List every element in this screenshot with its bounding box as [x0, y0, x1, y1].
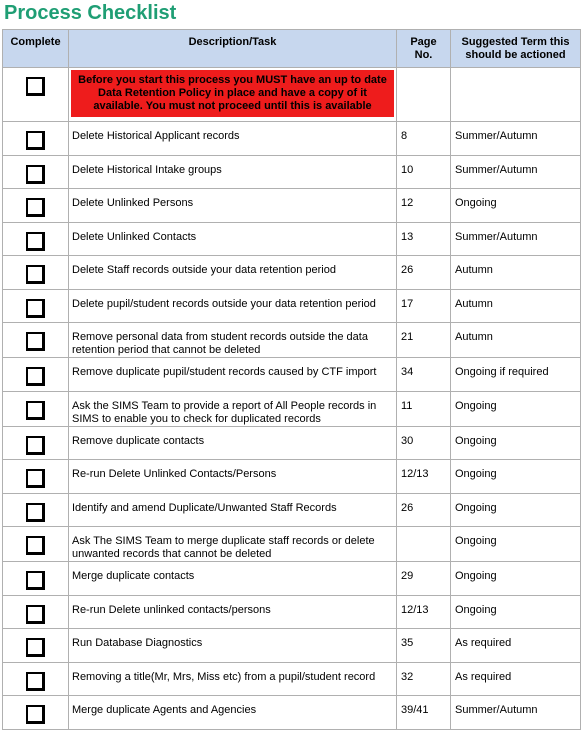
checkbox[interactable] — [26, 232, 45, 251]
table-row — [3, 426, 581, 460]
checkbox[interactable] — [26, 131, 45, 150]
task-description: Delete Unlinked Persons — [69, 189, 397, 223]
complete-cell — [3, 562, 69, 596]
complete-cell — [3, 68, 69, 122]
page-number: 8 — [397, 122, 451, 156]
task-description: Merge duplicate contacts — [69, 562, 397, 596]
task-description: Re-run Delete unlinked contacts/persons — [69, 595, 397, 629]
table-row — [3, 256, 581, 290]
task-description: Ask The SIMS Team to merge duplicate staff records or delete unwanted records that cannot be deleted — [69, 527, 397, 562]
suggested-term: Summer/Autumn — [451, 155, 581, 189]
checkbox[interactable] — [26, 536, 45, 555]
complete-cell — [3, 289, 69, 323]
suggested-term: Ongoing — [451, 189, 581, 223]
table-row — [3, 391, 581, 426]
checkbox[interactable] — [26, 638, 45, 657]
checkbox[interactable] — [26, 332, 45, 351]
checkbox[interactable] — [26, 198, 45, 217]
page-number: 12/13 — [397, 460, 451, 494]
complete-cell — [3, 155, 69, 189]
header-complete: Complete — [3, 30, 69, 68]
suggested-term: As required — [451, 662, 581, 696]
task-description: Merge duplicate Agents and Agencies — [69, 696, 397, 730]
page-number: 29 — [397, 562, 451, 596]
checkbox[interactable] — [26, 165, 45, 184]
table-row — [3, 493, 581, 527]
checkbox[interactable] — [26, 503, 45, 522]
page-cell — [397, 68, 451, 122]
header-description: Description/Task — [69, 30, 397, 68]
table-row — [3, 562, 581, 596]
header-page-no: Page No. — [397, 30, 451, 68]
complete-cell — [3, 662, 69, 696]
header-row — [3, 30, 581, 68]
task-description: Delete Historical Intake groups — [69, 155, 397, 189]
task-description: Ask the SIMS Team to provide a report of All People records in SIMS to enable you to check for duplicated records — [69, 391, 397, 426]
task-description: Delete Historical Applicant records — [69, 122, 397, 156]
complete-cell — [3, 189, 69, 223]
suggested-term: Ongoing — [451, 391, 581, 426]
page-number: 17 — [397, 289, 451, 323]
page-number: 12 — [397, 189, 451, 223]
checkbox[interactable] — [26, 367, 45, 386]
complete-cell — [3, 493, 69, 527]
suggested-term: Ongoing — [451, 595, 581, 629]
complete-cell — [3, 629, 69, 663]
task-description: Remove duplicate pupil/student records caused by CTF import — [69, 358, 397, 392]
page-number: 10 — [397, 155, 451, 189]
page-number: 13 — [397, 222, 451, 256]
task-description: Re-run Delete Unlinked Contacts/Persons — [69, 460, 397, 494]
suggested-term: Ongoing — [451, 493, 581, 527]
page-number: 11 — [397, 391, 451, 426]
warning-row — [3, 68, 581, 122]
table-row — [3, 189, 581, 223]
complete-cell — [3, 256, 69, 290]
task-description: Identify and amend Duplicate/Unwanted Staff Records — [69, 493, 397, 527]
complete-cell — [3, 222, 69, 256]
table-row — [3, 629, 581, 663]
page-number: 26 — [397, 493, 451, 527]
checkbox[interactable] — [26, 605, 45, 624]
suggested-term: Ongoing — [451, 527, 581, 562]
task-description: Removing a title(Mr, Mrs, Miss etc) from a pupil/student record — [69, 662, 397, 696]
complete-cell — [3, 527, 69, 562]
complete-cell — [3, 391, 69, 426]
page-number — [397, 527, 451, 562]
complete-cell — [3, 460, 69, 494]
suggested-term: Autumn — [451, 256, 581, 290]
suggested-term: Summer/Autumn — [451, 696, 581, 730]
page-title: Process Checklist — [4, 2, 177, 24]
table-row — [3, 696, 581, 730]
suggested-term: Summer/Autumn — [451, 122, 581, 156]
checkbox[interactable] — [26, 571, 45, 590]
complete-cell — [3, 323, 69, 358]
checkbox[interactable] — [26, 265, 45, 284]
page-number: 35 — [397, 629, 451, 663]
task-description: Delete pupil/student records outside your data retention period — [69, 289, 397, 323]
table-row — [3, 595, 581, 629]
header-suggested-term: Suggested Term this should be actioned — [451, 30, 581, 68]
checkbox[interactable] — [26, 77, 45, 96]
complete-cell — [3, 696, 69, 730]
complete-cell — [3, 426, 69, 460]
checklist-table — [2, 29, 581, 730]
page-number: 12/13 — [397, 595, 451, 629]
table-row — [3, 155, 581, 189]
page-number: 39/41 — [397, 696, 451, 730]
task-description: Delete Staff records outside your data retention period — [69, 256, 397, 290]
checkbox[interactable] — [26, 436, 45, 455]
checkbox[interactable] — [26, 299, 45, 318]
suggested-term: As required — [451, 629, 581, 663]
suggested-term: Ongoing — [451, 460, 581, 494]
table-row — [3, 662, 581, 696]
table-row — [3, 222, 581, 256]
table-row — [3, 527, 581, 562]
page-number: 34 — [397, 358, 451, 392]
table-row — [3, 122, 581, 156]
suggested-term: Autumn — [451, 323, 581, 358]
checkbox[interactable] — [26, 401, 45, 420]
suggested-term: Autumn — [451, 289, 581, 323]
table-row — [3, 323, 581, 358]
suggested-term: Ongoing — [451, 426, 581, 460]
checkbox[interactable] — [26, 672, 45, 691]
checkbox[interactable] — [26, 705, 45, 724]
suggested-term: Summer/Autumn — [451, 222, 581, 256]
task-description: Remove personal data from student records outside the data retention period that cannot be deleted — [69, 323, 397, 358]
task-description: Run Database Diagnostics — [69, 629, 397, 663]
task-description: Delete Unlinked Contacts — [69, 222, 397, 256]
table-row — [3, 289, 581, 323]
task-description: Remove duplicate contacts — [69, 426, 397, 460]
table-row — [3, 358, 581, 392]
description-cell — [69, 68, 397, 122]
page-number: 26 — [397, 256, 451, 290]
suggested-term: Ongoing — [451, 562, 581, 596]
page-number: 30 — [397, 426, 451, 460]
page-number: 32 — [397, 662, 451, 696]
complete-cell — [3, 595, 69, 629]
warning-banner: Before you start this process you MUST have an up to date Data Retention Policy in place and have a copy of it available. You must not proceed until this is available — [71, 70, 394, 117]
page-number: 21 — [397, 323, 451, 358]
suggested-term: Ongoing if required — [451, 358, 581, 392]
term-cell — [451, 68, 581, 122]
checkbox[interactable] — [26, 469, 45, 488]
complete-cell — [3, 122, 69, 156]
table-row — [3, 460, 581, 494]
complete-cell — [3, 358, 69, 392]
